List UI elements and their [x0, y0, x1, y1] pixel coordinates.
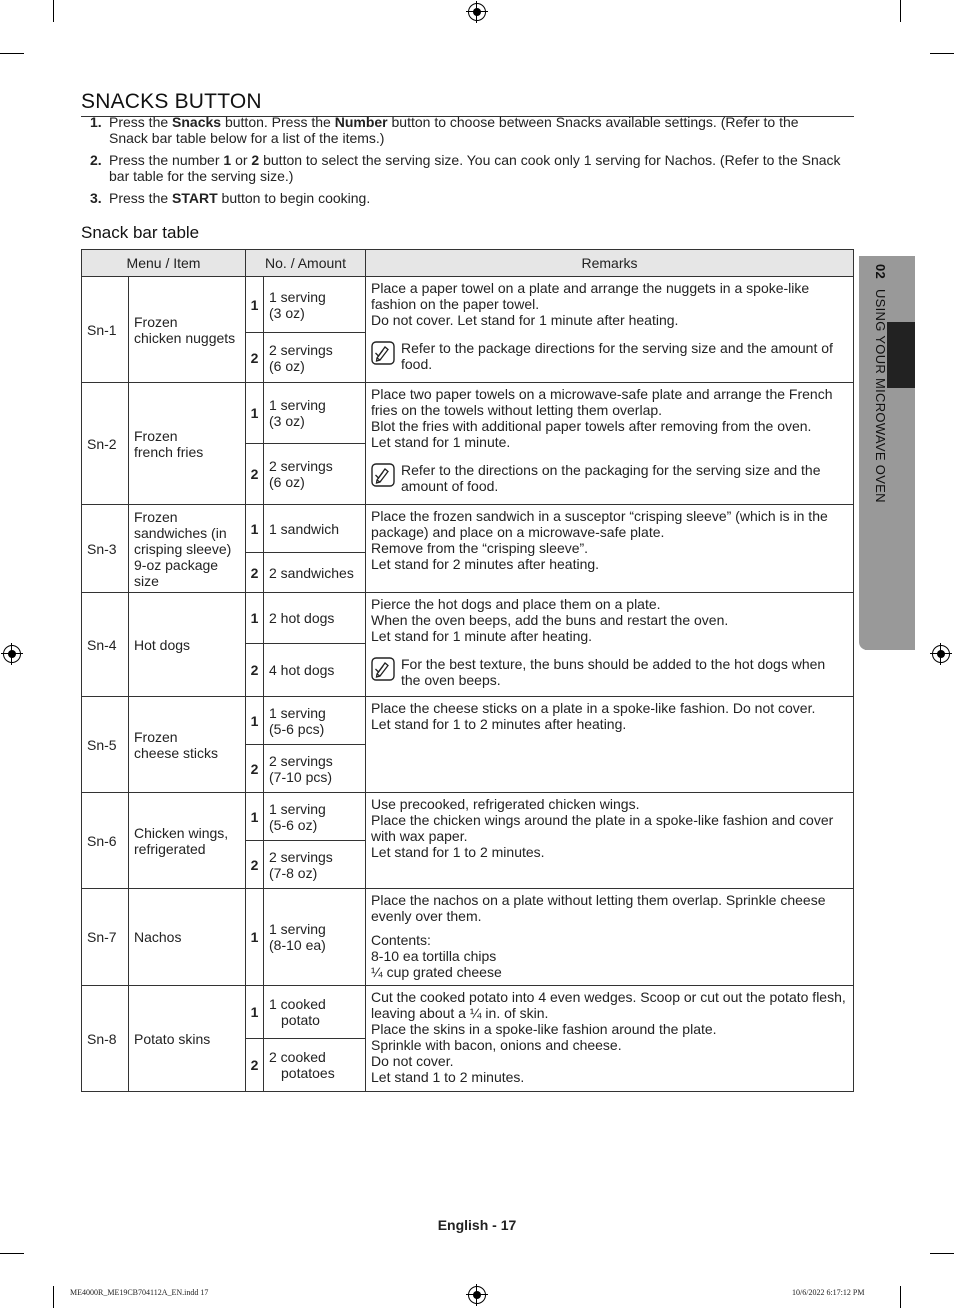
amount-line: 1 cooked [269, 996, 326, 1012]
amount-number: 2 [246, 444, 264, 505]
amount-value [264, 505, 366, 553]
amount-value [264, 333, 366, 383]
table-row [82, 383, 854, 444]
remark-line: Do not cover. Let stand for 1 minute after heating. [371, 312, 679, 328]
step-button-name: Snacks [172, 114, 222, 130]
amount-number: 1 [246, 697, 264, 745]
remark-note [371, 656, 848, 688]
menu-item [129, 383, 246, 505]
crop-mark [900, 0, 901, 22]
menu-item [129, 793, 246, 889]
step-number: 2. [90, 152, 102, 168]
menu-item-line: Chicken wings, [134, 824, 229, 841]
amount-line: (6 oz) [269, 357, 305, 374]
menu-item-line: Frozen [134, 728, 178, 745]
menu-item [129, 889, 246, 986]
amount-number: 2 [246, 841, 264, 889]
amount-line: 1 serving [269, 921, 326, 937]
amount-line: (6 oz) [269, 474, 305, 490]
amount-number: 2 [246, 745, 264, 793]
amount-line: 2 servings [269, 752, 333, 769]
remarks-cell [366, 505, 854, 593]
remark-line: Let stand for 1 to 2 minutes. [371, 844, 545, 860]
registration-mark-icon [932, 645, 950, 663]
contents-line: 8-10 ea tortilla chips [371, 948, 497, 964]
menu-item [129, 505, 246, 593]
remarks-cell [366, 383, 854, 505]
header-remarks: Remarks [366, 250, 854, 277]
remark-line: Use precooked, refrigerated chicken wings. [371, 796, 640, 812]
crop-mark [53, 0, 54, 22]
amount-line: (3 oz) [269, 413, 305, 429]
step-text: Press the [109, 114, 173, 130]
remarks-cell [366, 986, 854, 1092]
side-tab-marker [887, 322, 915, 388]
amount-value [264, 1039, 366, 1092]
menu-item [129, 593, 246, 697]
step-number: 3. [90, 190, 102, 206]
table-row [82, 889, 854, 986]
steps-list [81, 114, 841, 212]
contents-label: Contents: [371, 932, 431, 948]
amount-value [264, 593, 366, 644]
amount-value [264, 889, 366, 986]
amount-line: 2 servings [269, 848, 333, 865]
step-button-name: 2 [251, 152, 260, 168]
amount-line: potato [281, 1012, 320, 1028]
amount-number: 2 [246, 553, 264, 593]
step-text: button to select the serving size. You can cook only 1 serving for Nachos. (Refer to the Snack bar table for the serving size.) [109, 152, 841, 184]
remark-line: Place the frozen sandwich in a susceptor “crisping sleeve” (which is in the package) and place on a microwave-safe plate. [371, 508, 828, 540]
note-text: For the best texture, the buns should be added to the hot dogs when the oven beeps. [401, 656, 826, 688]
table-row [82, 697, 854, 745]
amount-line: 2 servings [269, 458, 333, 474]
crop-mark [53, 1286, 54, 1308]
remark-line: Place a paper towel on a plate and arrange the nuggets in a spoke-like fashion on the paper towel. [371, 280, 810, 312]
menu-item [129, 697, 246, 793]
amount-line: 2 sandwiches [269, 564, 354, 581]
registration-mark-icon [468, 1286, 486, 1304]
note-pencil-icon [371, 657, 395, 681]
step-button-name: Number [334, 114, 388, 130]
amount-number: 2 [246, 644, 264, 697]
registration-mark-icon [3, 645, 21, 663]
menu-item-line: crisping sleeve) [134, 540, 232, 557]
remark-line: Let stand for 1 minute. [371, 434, 511, 450]
menu-item-line: french fries [134, 443, 204, 460]
menu-item-line: sandwiches (in [134, 524, 227, 541]
table-row [82, 793, 854, 841]
note-pencil-icon [371, 463, 395, 487]
amount-value [264, 793, 366, 841]
print-slug-date: 10/6/2022 6:17:12 PM [792, 1288, 865, 1297]
amount-line: (7-10 pcs) [269, 768, 333, 785]
table-row [82, 277, 854, 333]
step-button-name: 1 [223, 152, 232, 168]
step-button-name: START [172, 190, 218, 206]
remarks-cell [366, 277, 854, 383]
amount-value [264, 745, 366, 793]
menu-item [129, 277, 246, 383]
remark-note [371, 462, 848, 494]
step-text: Press the [109, 190, 173, 206]
amount-line: (3 oz) [269, 304, 305, 321]
remark-line: Do not cover. [371, 1053, 454, 1069]
menu-item-line: Hot dogs [134, 636, 191, 653]
amount-line: 1 serving [269, 704, 326, 721]
step-text: Press the number [109, 152, 224, 168]
menu-code: Sn-4 [82, 593, 129, 697]
menu-item-line: chicken nuggets [134, 329, 236, 346]
contents-line: ¼ cup grated cheese [371, 964, 502, 980]
amount-number: 1 [246, 277, 264, 333]
menu-item-line: Nachos [134, 929, 182, 945]
amount-value [264, 444, 366, 505]
step-item [81, 114, 841, 146]
menu-item-line: Frozen [134, 427, 178, 444]
step-number: 1. [90, 114, 102, 130]
note-pencil-icon [371, 341, 395, 365]
amount-number: 1 [246, 793, 264, 841]
table-row [82, 986, 854, 1039]
table-row [82, 593, 854, 644]
step-text: button to begin cooking. [217, 190, 371, 206]
crop-mark [900, 1286, 901, 1308]
menu-code: Sn-8 [82, 986, 129, 1092]
side-tab-number: 02 [873, 264, 888, 280]
step-text: or [231, 152, 252, 168]
remarks-cell [366, 697, 854, 793]
amount-value [264, 553, 366, 593]
step-item [81, 152, 841, 184]
table-header-row [82, 250, 854, 277]
crop-mark [0, 53, 24, 54]
note-text: Refer to the package directions for the serving size and the amount of food. [401, 340, 833, 372]
registration-mark-icon [468, 3, 486, 21]
amount-line: 1 serving [269, 288, 326, 305]
amount-value [264, 697, 366, 745]
remark-line: Let stand for 1 to 2 minutes after heating. [371, 716, 627, 732]
menu-code: Sn-6 [82, 793, 129, 889]
amount-line: 1 sandwich [269, 520, 340, 537]
remark-line: When the oven beeps, add the buns and restart the oven. [371, 612, 729, 628]
amount-number: 1 [246, 889, 264, 986]
page-title: SNACKS BUTTON [81, 90, 854, 117]
menu-item-line: refrigerated [134, 840, 206, 857]
remarks-cell [366, 793, 854, 889]
remark-line: Pierce the hot dogs and place them on a plate. [371, 596, 661, 612]
amount-line: 2 cooked [269, 1049, 326, 1065]
amount-line: (7-8 oz) [269, 864, 318, 881]
header-menu-item: Menu / Item [82, 250, 246, 277]
amount-line: potatoes [281, 1065, 335, 1081]
amount-line: (5-6 oz) [269, 816, 318, 833]
remark-line: Remove from the “crisping sleeve”. [371, 540, 589, 556]
print-slug-file: ME4000R_ME19CB704112A_EN.indd 17 [70, 1288, 209, 1297]
remarks-cell [366, 593, 854, 697]
step-text: button. Press the [221, 114, 335, 130]
remark-line: Sprinkle with bacon, onions and cheese. [371, 1037, 622, 1053]
remark-line: Place the skins in a spoke-like fashion around the plate. [371, 1021, 717, 1037]
amount-value [264, 383, 366, 444]
header-amount: No. / Amount [246, 250, 366, 277]
menu-item-line: Frozen [134, 508, 178, 525]
amount-number: 1 [246, 593, 264, 644]
amount-value [264, 277, 366, 333]
amount-line: 2 servings [269, 341, 333, 358]
table-title: Snack bar table [81, 223, 200, 242]
crop-mark [0, 1253, 24, 1254]
amount-line: (8-10 ea) [269, 937, 326, 953]
amount-line: 1 serving [269, 800, 326, 817]
amount-number: 2 [246, 333, 264, 383]
amount-line: 2 hot dogs [269, 610, 335, 626]
snack-bar-table [81, 249, 854, 1092]
amount-value [264, 841, 366, 889]
amount-value [264, 644, 366, 697]
crop-mark [930, 1253, 954, 1254]
remarks-cell [366, 889, 854, 986]
menu-code: Sn-1 [82, 277, 129, 383]
menu-item-line: cheese sticks [134, 744, 219, 761]
table-row [82, 505, 854, 553]
remark-line: Place the nachos on a plate without letting them overlap. Sprinkle cheese evenly over them. [371, 892, 826, 924]
remark-line: Cut the cooked potato into 4 even wedges. Scoop or cut out the potato flesh, leaving about a ¼ in. of skin. [371, 989, 846, 1021]
menu-code: Sn-3 [82, 505, 129, 593]
remark-line: Place the chicken wings around the plate in a spoke-like fashion and cover with wax paper. [371, 812, 834, 844]
amount-number: 1 [246, 383, 264, 444]
menu-code: Sn-5 [82, 697, 129, 793]
menu-item [129, 986, 246, 1092]
remark-line: Place the cheese sticks on a plate in a spoke-like fashion. Do not cover. [371, 700, 816, 716]
menu-item-line: Frozen [134, 313, 178, 330]
amount-value [264, 986, 366, 1039]
remark-line: Let stand for 2 minutes after heating. [371, 556, 600, 572]
menu-item-line: 9-oz package [134, 556, 219, 573]
crop-mark [930, 53, 954, 54]
remark-line: Place two paper towels on a microwave-safe plate and arrange the French fries on the towels without letting them overlap. [371, 386, 833, 418]
side-tab-text: USING YOUR MICROWAVE OVEN [873, 288, 888, 503]
page-footer: English - 17 [437, 1217, 517, 1233]
side-tab-label [868, 264, 888, 644]
step-item [81, 190, 841, 206]
amount-line: 1 serving [269, 397, 326, 413]
amount-line: (5-6 pcs) [269, 720, 325, 737]
remark-line: Let stand for 1 minute after heating. [371, 628, 593, 644]
remark-line: Blot the fries with additional paper towels after removing from the oven. [371, 418, 812, 434]
menu-code: Sn-7 [82, 889, 129, 986]
amount-number: 1 [246, 505, 264, 553]
menu-item-line: Potato skins [134, 1030, 211, 1047]
note-text: Refer to the directions on the packaging for the serving size and the amount of food. [401, 462, 821, 494]
amount-line: 4 hot dogs [269, 662, 335, 678]
amount-number: 2 [246, 1039, 264, 1092]
remark-note [371, 340, 848, 372]
menu-item-line: size [134, 572, 159, 589]
menu-code: Sn-2 [82, 383, 129, 505]
remark-line: Let stand 1 to 2 minutes. [371, 1069, 525, 1085]
step-text: button to choose between Snacks available settings. (Refer to the Snack bar table below for a list of the items.) [109, 114, 799, 146]
amount-number: 1 [246, 986, 264, 1039]
